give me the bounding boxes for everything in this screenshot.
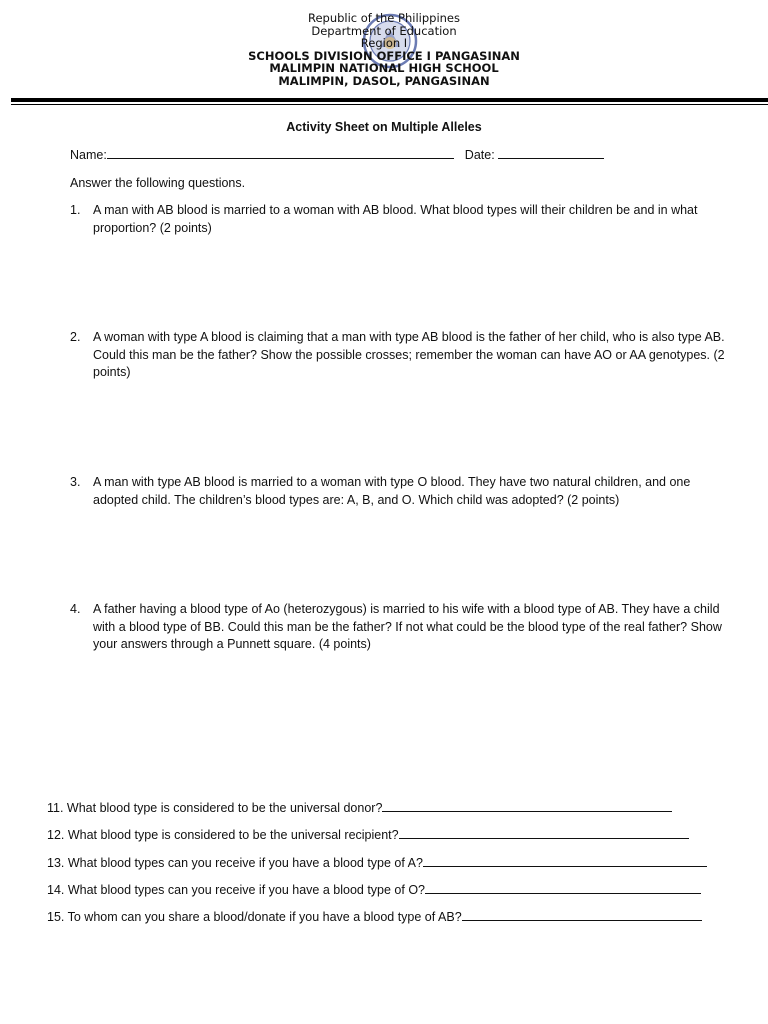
name-date-row: [70, 148, 604, 162]
short-question-item: [47, 883, 701, 897]
question-text: A man with type AB blood is married to a woman with type O blood. They have two natural children, and one adopted child. The children’s blood types are: A, B, and O. Which child was adopted? (2 points): [93, 475, 691, 507]
header-address: MALIMPIN, DASOL, PANGASINAN: [278, 73, 490, 88]
short-question-text: 14. What blood types can you receive if you have a blood type of O?: [47, 883, 426, 897]
question-text: A father having a blood type of Ao (heterozygous) is married to his wife with a blood type of AB. They have a child with a blood type of BB. Could this man be the father? If not what could be the blood type of the real father? Show your answers through a Punnett square. (4 points): [93, 602, 722, 651]
date-field[interactable]: [498, 148, 604, 159]
header-region: Region I: [360, 36, 408, 50]
question-number: 2.: [70, 330, 81, 344]
answer-field[interactable]: [399, 828, 689, 839]
question-number: 3.: [70, 475, 81, 489]
instructions: Answer the following questions.: [70, 176, 246, 190]
date-label: Date:: [464, 148, 495, 162]
header-divider-thick: [11, 98, 768, 102]
page-title: Activity Sheet on Multiple Alleles: [286, 120, 482, 134]
short-question-item: [47, 828, 689, 842]
short-question-text: 13. What blood types can you receive if you have a blood type of A?: [47, 856, 423, 870]
short-question-text: 15. To whom can you share a blood/donate if you have a blood type of AB?: [47, 910, 462, 924]
short-question-text: 11. What blood type is considered to be the universal donor?: [47, 801, 383, 815]
name-field[interactable]: [107, 148, 454, 159]
header-school: MALIMPIN NATIONAL HIGH SCHOOL: [269, 61, 499, 75]
header-divider-thin: [11, 104, 768, 105]
answer-field[interactable]: [462, 910, 702, 921]
question-text: A man with AB blood is married to a woman with AB blood. What blood types will their children be and in what proportion? (2 points): [93, 203, 698, 235]
short-question-text: 12. What blood type is considered to be the universal recipient?: [47, 828, 399, 842]
question-number: 1.: [70, 203, 81, 217]
short-question-item: [47, 856, 707, 870]
short-question-item: [47, 801, 672, 815]
header-republic: Republic of the Philippines: [307, 11, 461, 25]
answer-field[interactable]: [382, 801, 672, 812]
header-department: Department of Education: [311, 23, 457, 38]
letterhead: [0, 12, 768, 87]
question-number: 4.: [70, 602, 81, 616]
question-text: A woman with type A blood is claiming that a man with type AB blood is the father of her child, who is also type AB. Could this man be the father? Show the possible crosses; remember the woman can have AO or AA genotypes. (2 points): [93, 330, 725, 379]
short-question-item: [47, 910, 702, 924]
answer-field[interactable]: [423, 856, 707, 867]
header-division: SCHOOLS DIVISION OFFICE I PANGASINAN: [248, 48, 520, 63]
answer-field[interactable]: [425, 883, 701, 894]
name-label: Name:: [70, 148, 107, 162]
